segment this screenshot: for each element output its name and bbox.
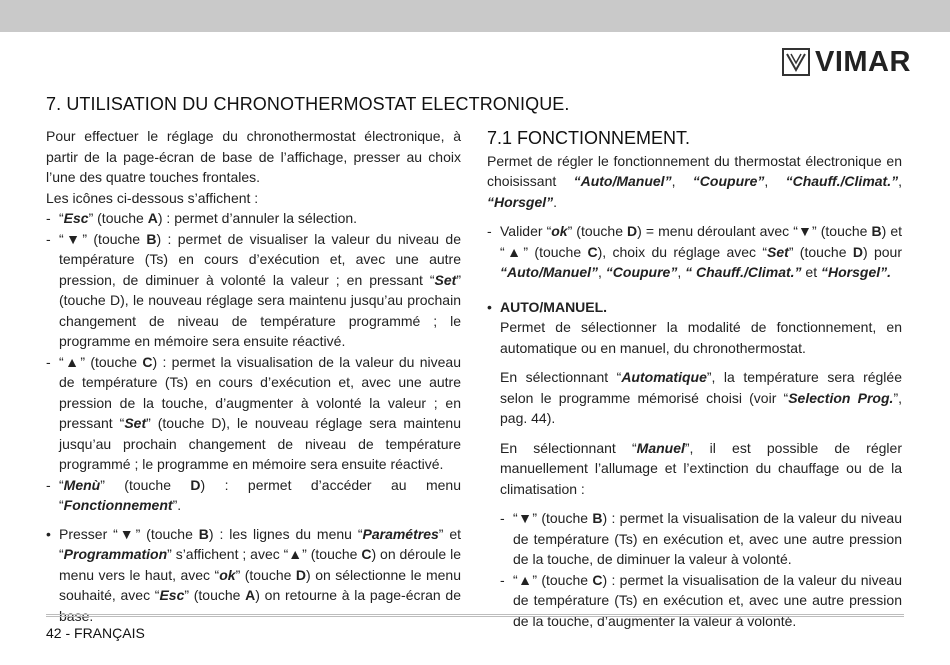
list-item-menu: - “Menù” (touche D) : permet d’accéder au menu “Fonctionnement”. — [46, 475, 461, 516]
list-item-up: - “▲” (touche C) : permet la visualisation de la valeur du niveau de température (Ts) en cours d’exécution et, avec une autre pression de la touche, d’augmenter à volonté la valeur ; en pressant “Set” (touche D), le nouveau réglage sera maintenu jusqu’au prochain changement de niveau de température programmé ; le programme en mémoire sera ensuite réactivé. — [46, 352, 461, 475]
icons-intro: Les icônes ci-dessous s’affichent : — [46, 189, 259, 206]
list-item-valider: - Valider “ok” (touche D) = menu déroulant avec “▼” (touche B) et “▲” (touche C), choix du réglage avec “Set” (touche D) pour “Auto/Manuel”, “Coupure”, “ Chauff./Climat.” et “Horsgel”. — [487, 221, 902, 283]
auto-manuel-text: Permet de sélectionner la modalité de fonctionnement, en automatique ou en manuel, du chronothermostat. — [500, 319, 902, 356]
manuel-paragraph: En sélectionnant “Manuel”, il est possible de régler manuellement l’allumage et l’extinction du chauffage ou de la climatisation : — [500, 439, 902, 497]
right-column — [487, 128, 902, 631]
intro-paragraph: Pour effectuer le réglage du chronothermostat électronique, à partir de la page-écran de base de l’affichage, presser au choix l’une des quatre touches frontales. — [46, 128, 461, 185]
subsection-title: 7.1 FONCTIONNEMENT. — [487, 128, 691, 148]
bullet-auto-manuel: • AUTO/MANUEL. — [487, 297, 902, 318]
sub-item-up: - “▲” (touche C) : permet la visualisation de la valeur du niveau de température (Ts) en exécution et, avec une autre pression de la touche, d’augmenter la valeur à volonté. — [487, 570, 902, 632]
logo-mark-icon — [782, 48, 810, 76]
section-title: 7. UTILISATION DU CHRONOTHERMOSTAT ELECTRONIQUE. — [46, 94, 570, 114]
footer-divider-2 — [46, 616, 904, 617]
sub-item-down: - “▼” (touche B) : permet la visualisation de la valeur du niveau de température (Ts) en exécution et, avec une autre pression de la touche, de diminuer la valeur à volonté. — [487, 508, 902, 570]
footer-divider — [46, 614, 904, 615]
left-column — [46, 126, 461, 626]
list-item-esc: - “Esc” (touche A) : permet d’annuler la sélection. — [46, 208, 461, 229]
automatique-paragraph: En sélectionnant “Automatique”, la température sera réglée selon le programme mémorisé choisi (voir “Selection Prog.”, pag. 44). — [500, 369, 902, 426]
logo-text: VIMAR — [815, 45, 911, 78]
vimar-logo — [782, 46, 911, 78]
list-item-down: - “▼” (touche B) : permet de visualiser la valeur du niveau de température (Ts) en cours d’exécution et, avec une autre pression, de diminuer à volonté la valeur ; en pressant “Set” (touche D), le nouveau réglage sera maintenu jusqu’au prochain changement de niveau de température programmé ; le programme en mémoire sera ensuite réactivé. — [46, 229, 461, 352]
page-number: 42 - FRANÇAIS — [46, 625, 145, 641]
fonctionnement-intro: Permet de régler le fonctionnement du thermostat électronique en choisissant “Auto/Manuel”, “Coupure”, “Chauff./Climat.”, “Horsgel”. — [487, 152, 902, 210]
top-band — [0, 0, 950, 32]
bullet-presser: • Presser “▼” (touche B) : les lignes du menu “Paramétres” et “Programmation” s’affichent ; avec “▲” (touche C) on déroule le menu vers le haut, avec “ok” (touche D) on sélectionne le menu souhaité, avec “Esc” (touche A) on retourne à la page-écran de base. — [46, 524, 461, 627]
